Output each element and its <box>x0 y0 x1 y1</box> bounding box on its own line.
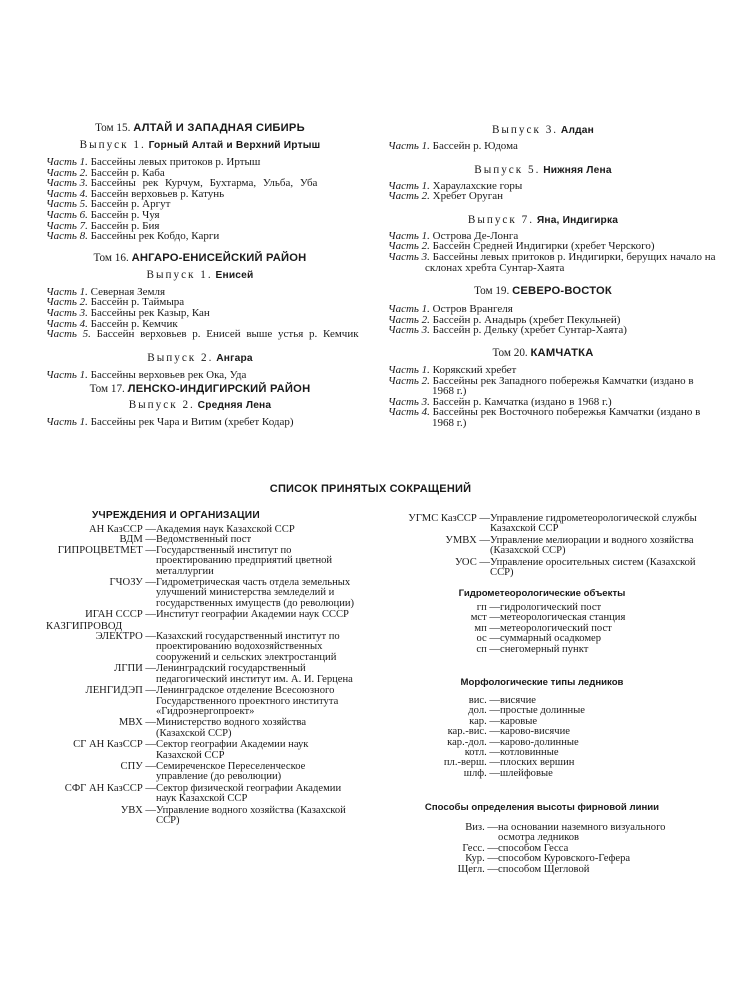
list-item: Часть 2. Бассейн Средней Индигирки (хребет Черского) <box>388 240 655 253</box>
list-item: сп — снегомерный пункт <box>476 643 589 655</box>
list-item: СГ АН КазССР — Сектор географии Академии наук Казахской ССР <box>73 739 309 761</box>
list-item: Часть 3. Бассейн р. Дельку (хребет Сунтар-Хаята) <box>388 324 627 337</box>
parts-list <box>46 417 354 428</box>
list-item: Часть 3. Бассейны рек Курчум, Бухтарма, Ульба, Уба <box>46 177 318 190</box>
parts-list <box>46 285 359 341</box>
list-item: ИГАН СССР — Институт географии Академии наук СССР <box>85 609 349 621</box>
list-item: ЛЕНГИДЭП — Ленинградское отделение Всесоюзного Государственного проектного института «Гидроэнергопроект» <box>85 685 339 717</box>
list-item: Часть 1. Северная Земля <box>46 285 166 298</box>
list-item: кар. — каровые <box>469 715 538 727</box>
list-item: Часть 1. Корякский хребет <box>388 363 517 376</box>
firn-list <box>386 823 698 875</box>
firn-heading: Способы определения высоты фирновой линии <box>424 802 660 813</box>
parts-list <box>46 157 354 242</box>
list-item: УГМС КазССР — Управление гидрометеорологической службы Казахской ССР <box>408 513 697 535</box>
list-item: кар.-вис. — карово-висячие <box>447 726 570 738</box>
volume-heading: Том 17. ЛЕНСКО-ИНДИГИРСКИЙ РАЙОН <box>89 383 311 396</box>
list-item: дол. — простые долинные <box>468 705 585 717</box>
list-item: вис. — висячие <box>468 695 536 706</box>
hydro-list <box>386 603 698 655</box>
list-item: Часть 2. Хребет Оруган <box>388 190 503 203</box>
list-item: Часть 1. Хараулахские горы <box>388 179 523 192</box>
list-item: Часть 2. Бассейн р. Таймыра <box>46 296 185 309</box>
list-item: Часть 3. Бассейны левых притоков р. Индигирки, берущих начало на склонах хребта Сунтар-Хаята <box>388 250 716 274</box>
list-item: Часть 3. Бассейны рек Казыр, Кан <box>46 306 210 319</box>
list-item: мп — метеорологический пост <box>474 622 612 634</box>
list-item: котл. — котловинные <box>464 747 559 759</box>
right-volumes-column <box>388 124 716 429</box>
list-item: Часть 5. Бассейн р. Аргут <box>46 198 171 211</box>
list-item: Часть 8. Бассейны рек Кобдо, Карги <box>46 230 220 243</box>
issue-heading: Выпуск 3. Алдан <box>491 124 595 136</box>
issue-heading: Выпуск 5. Нижняя Лена <box>474 163 612 176</box>
list-item: пл.-верш. — плоских вершин <box>443 757 575 769</box>
list-item: мст — метеорологическая станция <box>470 612 626 624</box>
list-item: Часть 1. Остров Врангеля <box>388 303 513 316</box>
issue-heading: Выпуск 7. Яна, Индигирка <box>467 213 619 226</box>
list-item: Часть 1. Бассейн р. Юдома <box>388 140 518 152</box>
list-item: Щегл. — способом Щегловой <box>457 863 590 875</box>
list-item: гп — гидрологический пост <box>476 602 602 613</box>
list-item: Часть 2. Бассейны рек Западного побережья Камчатки (издано в 1968 г.) <box>388 374 694 398</box>
list-item: СПУ — Семиреченское Переселенческое управление (до революции) <box>120 760 306 783</box>
parts-list <box>388 304 698 336</box>
issue-heading: Выпуск 1. Горный Алтай и Верхний Иртыш <box>79 139 321 151</box>
parts-list <box>388 141 698 152</box>
volume-heading: Том 19. СЕВЕРО-ВОСТОК <box>474 285 612 298</box>
institutions-list <box>46 525 356 826</box>
list-item: Часть 7. Бассейн р. Бия <box>46 219 160 232</box>
list-item: СФГ АН КазССР — Сектор физической географии Академии наук Казахской ССР <box>64 782 342 805</box>
list-item: Часть 1. Бассейны верховьев рек Ока, Уда <box>46 368 247 381</box>
list-item: ГЧОЗУ — Гидрометрическая часть отдела земельных улучшений министерства земледелий и государственных имуществ (до революции) <box>109 577 355 609</box>
volume-heading: Том 15. АЛТАЙ И ЗАПАДНАЯ СИБИРЬ <box>95 122 305 134</box>
issue-heading: Выпуск 2. Средняя Лена <box>128 399 272 412</box>
list-item: ГИПРОЦВЕТМЕТ — Государственный институт по проектированию предприятий цветной металлургии <box>57 544 333 577</box>
list-item: ЭЛЕКТРО — Казахский государственный институт по проектированию водохозяйственных сооружений и сельских электростанций <box>95 631 340 663</box>
list-item: Гесс. — способом Гесса <box>462 842 569 854</box>
volume-heading: Том 20. КАМЧАТКА <box>492 346 594 359</box>
list-item: Часть 1. Острова Де-Лонга <box>388 229 519 242</box>
list-item: УМВХ — Управление мелиорации и водного хозяйства (Казахской ССР) <box>445 534 694 557</box>
morphology-list <box>386 696 698 779</box>
list-item: МВХ — Министерство водного хозяйства (Казахской ССР) <box>118 717 307 739</box>
list-item: Часть 4. Бассейны рек Восточного побережья Камчатки (издано в 1968 г.) <box>388 406 701 429</box>
abbreviations-title: СПИСОК ПРИНЯТЫХ СОКРАЩЕНИЙ <box>269 483 472 495</box>
list-item: Часть 1. Бассейны рек Чара и Витим (хребет Кодар) <box>46 416 294 429</box>
list-item: Часть 3. Бассейн р. Камчатка (издано в 1968 г.) <box>388 395 612 408</box>
list-item: Кур. — способом Куровского-Гефера <box>465 853 631 865</box>
institutions-heading: УЧРЕЖДЕНИЯ И ОРГАНИЗАЦИИ <box>92 510 260 521</box>
list-item: Часть 5. Бассейн верховьев р. Енисей выше устья р. Кемчик <box>46 328 359 341</box>
list-item: Часть 6. Бассейн р. Чуя <box>46 208 160 221</box>
issue-heading: Выпуск 1. Енисей <box>146 268 254 281</box>
list-item: Часть 4. Бассейн р. Кемчик <box>46 317 178 330</box>
list-item: АН КазССР — Академия наук Казахской ССР <box>88 524 295 535</box>
volume-heading: Том 16. АНГАРО-ЕНИСЕЙСКИЙ РАЙОН <box>93 251 307 264</box>
list-item: Часть 2. Бассейн р. Каба <box>46 166 165 179</box>
list-item: Часть 1. Бассейны левых притоков р. Иртыш <box>46 156 261 168</box>
list-item: кар.-дол. — карово-долинные <box>447 736 579 748</box>
list-item: ЛГПИ — Ленинградский государственный педагогический институт им. А. И. Герцена <box>114 663 353 685</box>
left-volumes-column <box>46 122 359 429</box>
parts-list <box>388 181 698 202</box>
list-item: Виз. — на основании наземного визуального осмотра ледников <box>465 822 666 844</box>
parts-list <box>46 370 354 381</box>
list-item: ос — суммарный осадкомер <box>476 633 602 645</box>
list-item: Часть 4. Бассейн верховьев р. Катунь <box>46 187 225 200</box>
list-item: УОС — Управление оросительных систем (Казахской ССР) <box>454 556 696 579</box>
list-item: шлф. — шлейфовые <box>463 767 553 779</box>
hydro-heading: Гидрометеорологические объекты <box>458 588 626 599</box>
list-item: ВДМ — Ведомственный пост <box>119 534 252 546</box>
morphology-heading: Морфологические типы ледников <box>460 677 624 688</box>
list-item-prefix: КАЗГИПРОВОД <box>46 620 123 632</box>
list-item: Часть 2. Бассейн р. Анадырь (хребет Пекульней) <box>388 313 621 326</box>
parts-list <box>388 363 701 429</box>
parts-list <box>388 229 716 274</box>
issue-heading: Выпуск 2. Ангара <box>147 351 253 364</box>
list-item: УВХ — Управление водного хозяйства (Казахской ССР) <box>120 804 346 826</box>
institutions-list-continued <box>386 514 698 578</box>
